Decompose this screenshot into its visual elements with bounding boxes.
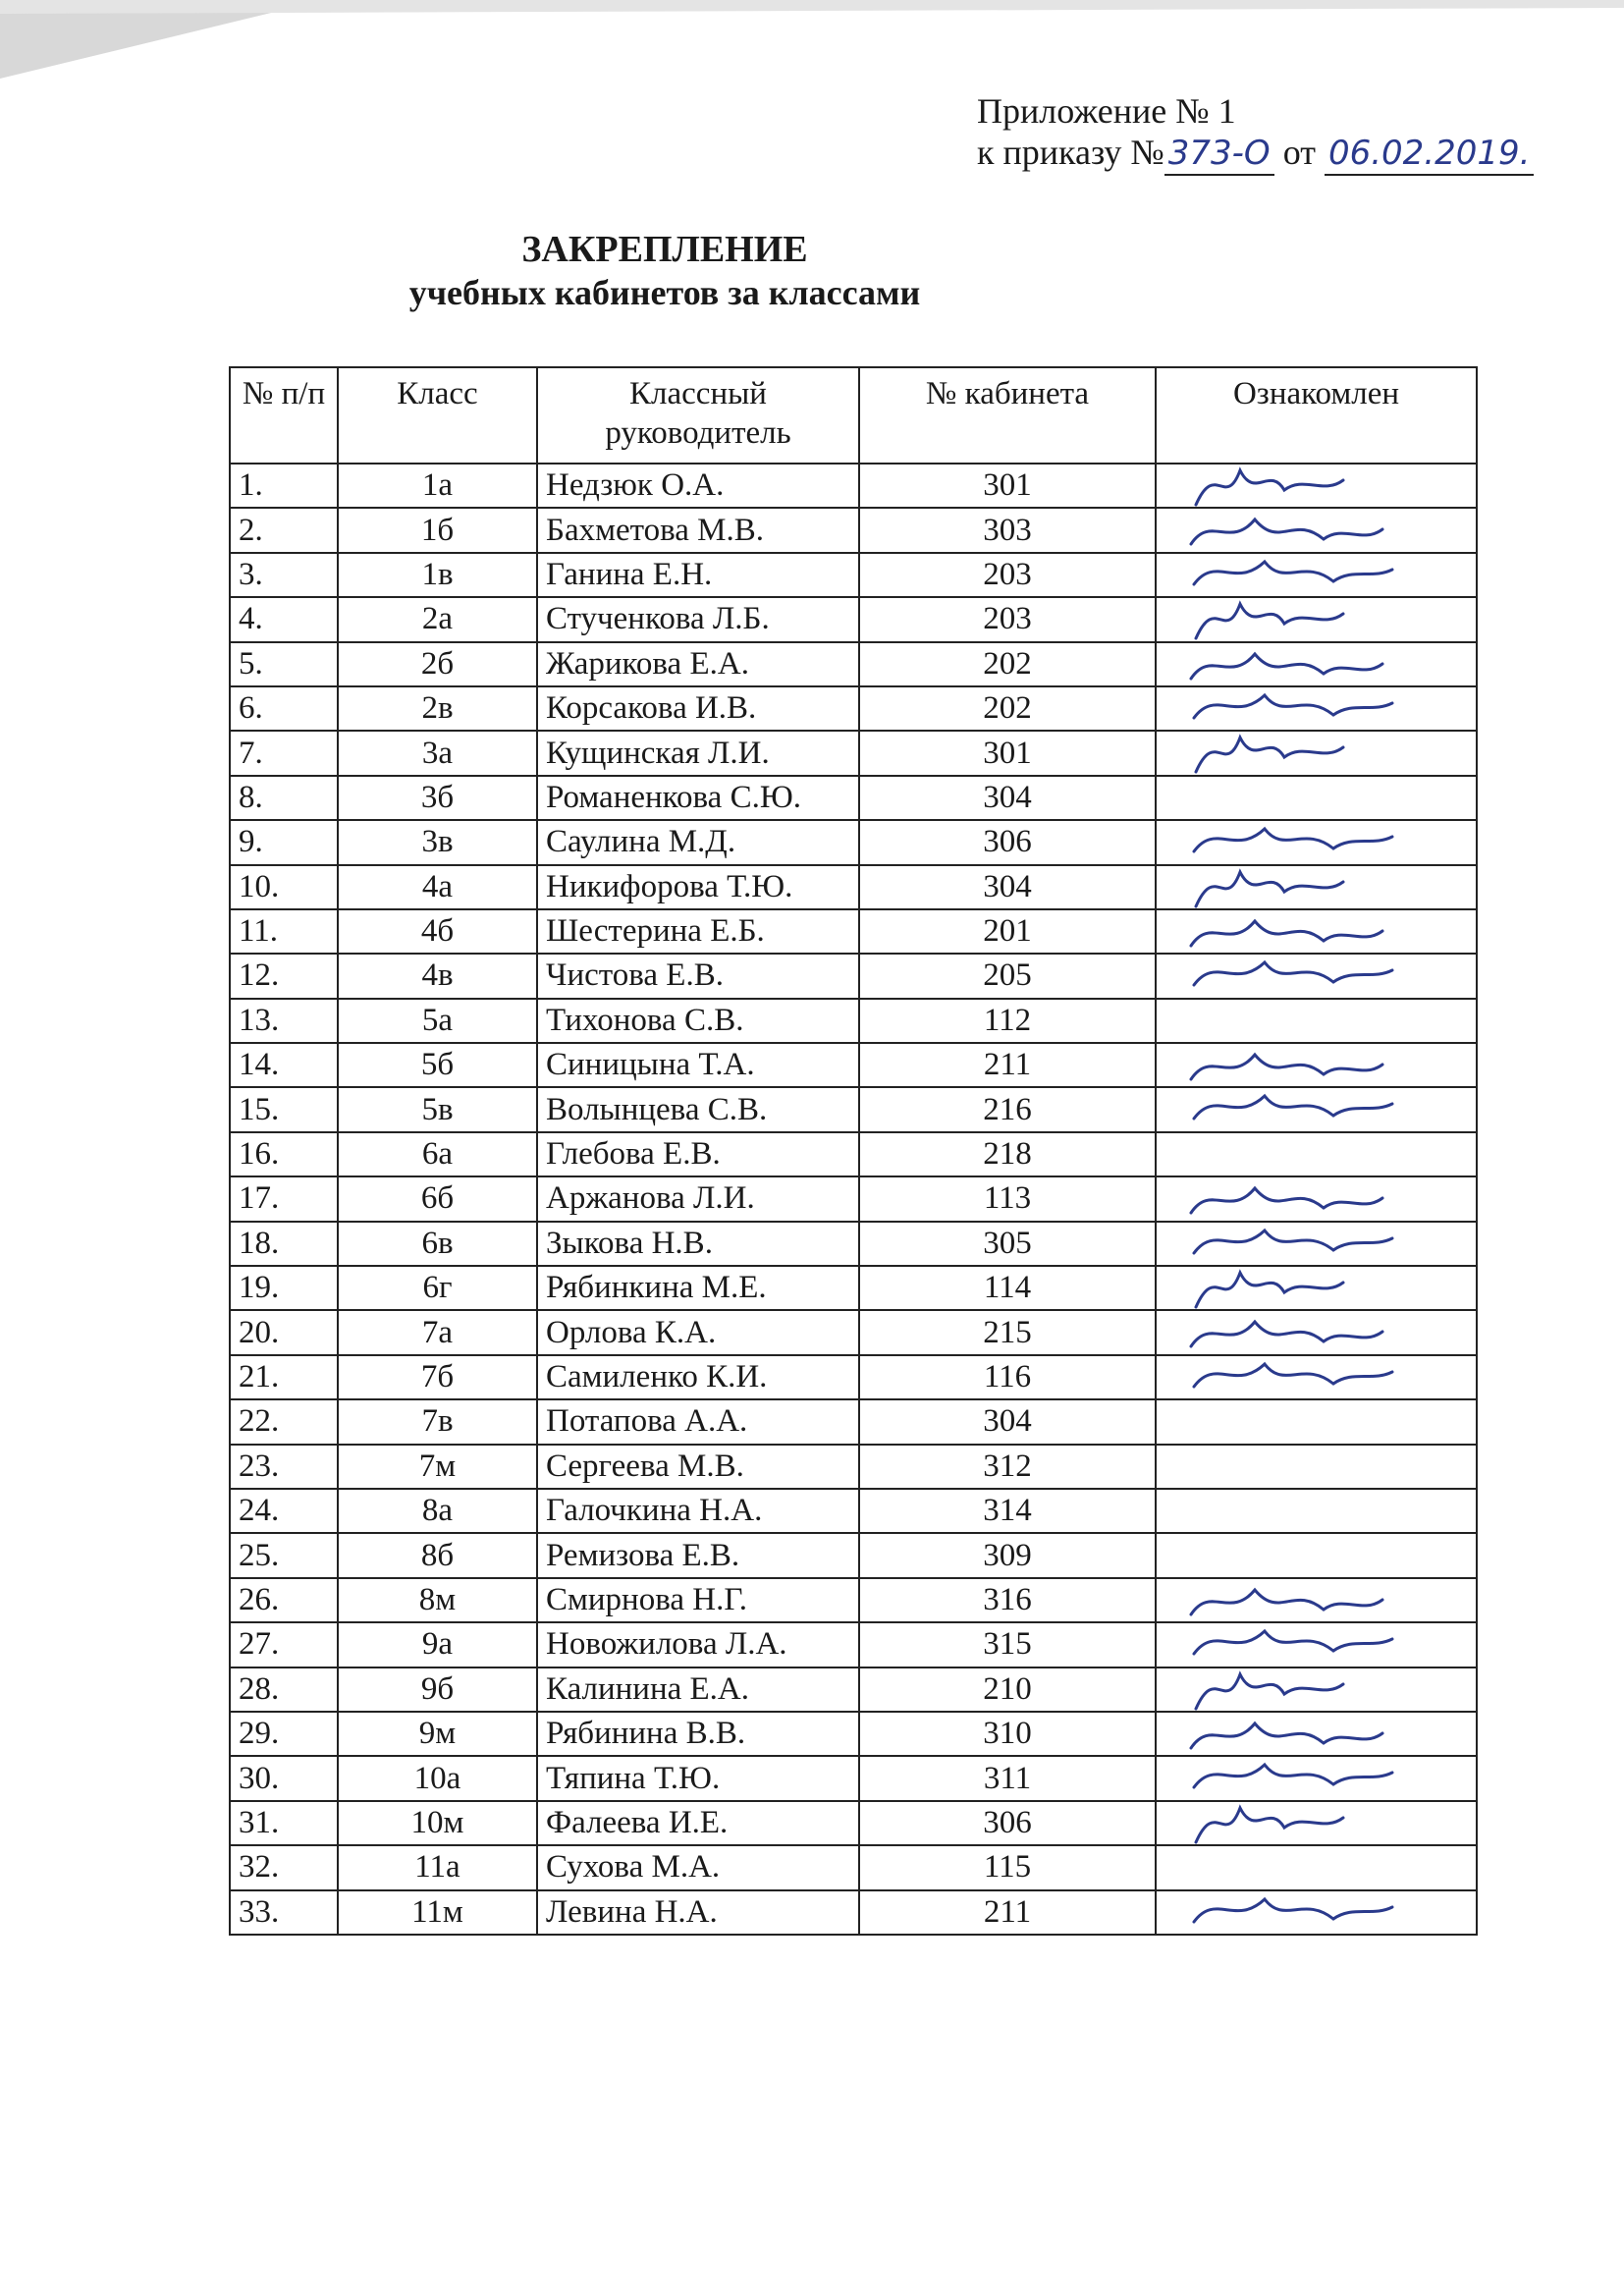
signature-scribble — [1186, 597, 1412, 641]
row-class: 2б — [338, 642, 537, 686]
row-signature-cell — [1156, 1890, 1477, 1935]
row-signature-cell — [1156, 1310, 1477, 1354]
row-room: 218 — [859, 1132, 1156, 1176]
row-signature-cell — [1156, 1222, 1477, 1266]
row-num: 14. — [230, 1043, 338, 1087]
signature-scribble — [1186, 553, 1412, 597]
row-class: 2а — [338, 597, 537, 641]
table-row — [230, 1266, 1477, 1310]
row-num: 17. — [230, 1176, 338, 1221]
appendix-block — [977, 90, 1534, 176]
row-teacher: Шестерина Е.Б. — [537, 909, 859, 954]
table-row — [230, 1087, 1477, 1131]
row-room: 311 — [859, 1756, 1156, 1800]
row-room: 112 — [859, 999, 1156, 1043]
row-teacher: Левина Н.А. — [537, 1890, 859, 1935]
row-teacher: Ремизова Е.В. — [537, 1533, 859, 1577]
table-row — [230, 865, 1477, 909]
row-num: 29. — [230, 1712, 338, 1756]
row-signature-cell — [1156, 1712, 1477, 1756]
row-teacher: Рябинкина М.Е. — [537, 1266, 859, 1310]
row-class: 4в — [338, 954, 537, 998]
table-row — [230, 909, 1477, 954]
row-class: 1а — [338, 464, 537, 508]
row-signature-cell — [1156, 597, 1477, 641]
row-room: 203 — [859, 553, 1156, 597]
row-num: 4. — [230, 597, 338, 641]
row-signature-cell — [1156, 909, 1477, 954]
table-row — [230, 1845, 1477, 1889]
row-signature-cell — [1156, 553, 1477, 597]
row-num: 8. — [230, 776, 338, 820]
row-signature-cell — [1156, 1355, 1477, 1399]
row-teacher: Орлова К.А. — [537, 1310, 859, 1354]
row-room: 113 — [859, 1176, 1156, 1221]
row-num: 22. — [230, 1399, 338, 1444]
table-row — [230, 820, 1477, 864]
row-num: 27. — [230, 1622, 338, 1667]
row-room: 211 — [859, 1890, 1156, 1935]
row-signature-cell — [1156, 1266, 1477, 1310]
appendix-line-2 — [977, 132, 1534, 176]
row-num: 6. — [230, 686, 338, 731]
row-room: 304 — [859, 1399, 1156, 1444]
table-row — [230, 508, 1477, 552]
signature-scribble — [1186, 508, 1412, 552]
table-row — [230, 1667, 1477, 1712]
row-room: 216 — [859, 1087, 1156, 1131]
row-class: 4а — [338, 865, 537, 909]
row-teacher: Саулина М.Д. — [537, 820, 859, 864]
row-teacher: Недзюк О.А. — [537, 464, 859, 508]
signature-scribble — [1186, 464, 1412, 508]
row-class: 5б — [338, 1043, 537, 1087]
row-teacher: Ганина Е.Н. — [537, 553, 859, 597]
row-room: 315 — [859, 1622, 1156, 1667]
row-num: 31. — [230, 1801, 338, 1845]
row-room: 304 — [859, 776, 1156, 820]
row-room: 305 — [859, 1222, 1156, 1266]
table-row — [230, 686, 1477, 731]
row-teacher: Тихонова С.В. — [537, 999, 859, 1043]
table-row — [230, 642, 1477, 686]
document-title — [0, 228, 1477, 314]
row-room: 210 — [859, 1667, 1156, 1712]
row-num: 12. — [230, 954, 338, 998]
row-teacher: Аржанова Л.И. — [537, 1176, 859, 1221]
row-num: 33. — [230, 1890, 338, 1935]
table-row — [230, 1756, 1477, 1800]
row-class: 10а — [338, 1756, 537, 1800]
table-row — [230, 597, 1477, 641]
row-room: 211 — [859, 1043, 1156, 1087]
row-class: 3б — [338, 776, 537, 820]
row-teacher: Рябинина В.В. — [537, 1712, 859, 1756]
row-class: 2в — [338, 686, 537, 731]
header-room: № кабинета — [859, 367, 1156, 464]
signature-scribble — [1186, 1712, 1412, 1756]
row-num: 13. — [230, 999, 338, 1043]
row-room: 316 — [859, 1578, 1156, 1622]
row-num: 28. — [230, 1667, 338, 1712]
row-signature-cell — [1156, 820, 1477, 864]
row-room: 301 — [859, 464, 1156, 508]
row-num: 30. — [230, 1756, 338, 1800]
row-teacher: Кущинская Л.И. — [537, 731, 859, 775]
row-teacher: Калинина Е.А. — [537, 1667, 859, 1712]
row-class: 3в — [338, 820, 537, 864]
header-num: № п/п — [230, 367, 338, 464]
table-header-row — [230, 367, 1477, 464]
row-signature-cell — [1156, 776, 1477, 820]
row-class: 6в — [338, 1222, 537, 1266]
row-room: 301 — [859, 731, 1156, 775]
row-signature-cell — [1156, 1087, 1477, 1131]
row-teacher: Глебова Е.В. — [537, 1132, 859, 1176]
row-signature-cell — [1156, 464, 1477, 508]
row-room: 203 — [859, 597, 1156, 641]
row-signature-cell — [1156, 1043, 1477, 1087]
row-num: 10. — [230, 865, 338, 909]
row-room: 116 — [859, 1355, 1156, 1399]
row-teacher: Галочкина Н.А. — [537, 1489, 859, 1533]
row-teacher: Никифорова Т.Ю. — [537, 865, 859, 909]
title-sub: учебных кабинетов за классами — [408, 273, 921, 312]
table-row — [230, 1712, 1477, 1756]
row-room: 201 — [859, 909, 1156, 954]
row-class: 4б — [338, 909, 537, 954]
signature-scribble — [1186, 1176, 1412, 1221]
table-row — [230, 1310, 1477, 1354]
signature-scribble — [1186, 1622, 1412, 1667]
signature-scribble — [1186, 642, 1412, 686]
row-room: 215 — [859, 1310, 1156, 1354]
signature-scribble — [1186, 865, 1412, 909]
header-teacher: Классный руководитель — [537, 367, 859, 464]
row-teacher: Смирнова Н.Г. — [537, 1578, 859, 1622]
table-row — [230, 1533, 1477, 1577]
signature-scribble — [1186, 1801, 1412, 1845]
row-class: 1в — [338, 553, 537, 597]
row-signature-cell — [1156, 1667, 1477, 1712]
table-row — [230, 1622, 1477, 1667]
table-row — [230, 1801, 1477, 1845]
table-row — [230, 776, 1477, 820]
table-row — [230, 1222, 1477, 1266]
row-room: 205 — [859, 954, 1156, 998]
row-teacher: Жарикова Е.А. — [537, 642, 859, 686]
row-signature-cell — [1156, 1176, 1477, 1221]
row-teacher: Потапова А.А. — [537, 1399, 859, 1444]
row-teacher: Зыкова Н.В. — [537, 1222, 859, 1266]
signature-scribble — [1186, 731, 1412, 775]
row-class: 10м — [338, 1801, 537, 1845]
row-signature-cell — [1156, 1578, 1477, 1622]
row-signature-cell — [1156, 1399, 1477, 1444]
order-prefix: к приказу № — [977, 133, 1164, 172]
row-num: 16. — [230, 1132, 338, 1176]
row-class: 1б — [338, 508, 537, 552]
row-class: 5в — [338, 1087, 537, 1131]
row-num: 25. — [230, 1533, 338, 1577]
signature-scribble — [1186, 909, 1412, 954]
table-row — [230, 1445, 1477, 1489]
row-room: 309 — [859, 1533, 1156, 1577]
row-class: 3а — [338, 731, 537, 775]
row-teacher: Бахметова М.В. — [537, 508, 859, 552]
row-room: 314 — [859, 1489, 1156, 1533]
table-row — [230, 1043, 1477, 1087]
table-row — [230, 553, 1477, 597]
signature-scribble — [1186, 1578, 1412, 1622]
row-signature-cell — [1156, 1801, 1477, 1845]
row-num: 24. — [230, 1489, 338, 1533]
signature-scribble — [1186, 1890, 1412, 1935]
signature-scribble — [1186, 820, 1412, 864]
row-num: 1. — [230, 464, 338, 508]
row-num: 11. — [230, 909, 338, 954]
row-num: 23. — [230, 1445, 338, 1489]
row-room: 202 — [859, 642, 1156, 686]
row-class: 5а — [338, 999, 537, 1043]
table-row — [230, 1176, 1477, 1221]
signature-scribble — [1186, 1667, 1412, 1712]
signature-scribble — [1186, 1043, 1412, 1087]
signature-scribble — [1186, 1087, 1412, 1131]
row-class: 6а — [338, 1132, 537, 1176]
row-num: 15. — [230, 1087, 338, 1131]
table-row — [230, 1890, 1477, 1935]
table-row — [230, 954, 1477, 998]
row-num: 21. — [230, 1355, 338, 1399]
row-signature-cell — [1156, 1132, 1477, 1176]
row-signature-cell — [1156, 1533, 1477, 1577]
row-teacher: Сергеева М.В. — [537, 1445, 859, 1489]
signature-scribble — [1186, 1355, 1412, 1399]
row-num: 18. — [230, 1222, 338, 1266]
row-teacher: Романенкова С.Ю. — [537, 776, 859, 820]
row-teacher: Чистова Е.В. — [537, 954, 859, 998]
row-teacher: Самиленко К.И. — [537, 1355, 859, 1399]
row-class: 11м — [338, 1890, 537, 1935]
order-date-label: от — [1282, 133, 1316, 172]
row-room: 306 — [859, 820, 1156, 864]
assignment-table — [229, 366, 1478, 1936]
row-room: 202 — [859, 686, 1156, 731]
table-row — [230, 999, 1477, 1043]
row-teacher: Стученкова Л.Б. — [537, 597, 859, 641]
row-signature-cell — [1156, 1489, 1477, 1533]
row-class: 6б — [338, 1176, 537, 1221]
row-num: 2. — [230, 508, 338, 552]
order-date: 06.02.2019. — [1325, 133, 1534, 176]
table-row — [230, 1132, 1477, 1176]
row-class: 7б — [338, 1355, 537, 1399]
row-room: 312 — [859, 1445, 1156, 1489]
header-ack: Ознакомлен — [1156, 367, 1477, 464]
appendix-line-1: Приложение № 1 — [977, 91, 1236, 131]
row-class: 7м — [338, 1445, 537, 1489]
row-room: 304 — [859, 865, 1156, 909]
row-signature-cell — [1156, 1445, 1477, 1489]
row-signature-cell — [1156, 686, 1477, 731]
row-num: 7. — [230, 731, 338, 775]
row-class: 7а — [338, 1310, 537, 1354]
order-number: 373-О — [1164, 133, 1274, 176]
row-num: 9. — [230, 820, 338, 864]
row-teacher: Фалеева И.Е. — [537, 1801, 859, 1845]
row-signature-cell — [1156, 1756, 1477, 1800]
row-signature-cell — [1156, 954, 1477, 998]
row-signature-cell — [1156, 865, 1477, 909]
row-class: 8а — [338, 1489, 537, 1533]
row-signature-cell — [1156, 1845, 1477, 1889]
row-class: 8м — [338, 1578, 537, 1622]
row-class: 6г — [338, 1266, 537, 1310]
row-num: 26. — [230, 1578, 338, 1622]
signature-scribble — [1186, 686, 1412, 731]
row-class: 7в — [338, 1399, 537, 1444]
table-body — [230, 464, 1477, 1935]
signature-scribble — [1186, 954, 1412, 998]
signature-scribble — [1186, 1266, 1412, 1310]
signature-scribble — [1186, 1756, 1412, 1800]
row-signature-cell — [1156, 999, 1477, 1043]
row-signature-cell — [1156, 731, 1477, 775]
row-room: 115 — [859, 1845, 1156, 1889]
row-num: 5. — [230, 642, 338, 686]
row-room: 310 — [859, 1712, 1156, 1756]
signature-scribble — [1186, 1310, 1412, 1354]
header-class: Класс — [338, 367, 537, 464]
table-row — [230, 1399, 1477, 1444]
table-row — [230, 464, 1477, 508]
row-room: 306 — [859, 1801, 1156, 1845]
row-signature-cell — [1156, 1622, 1477, 1667]
row-teacher: Синицына Т.А. — [537, 1043, 859, 1087]
row-teacher: Волынцева С.В. — [537, 1087, 859, 1131]
table-row — [230, 1578, 1477, 1622]
row-class: 8б — [338, 1533, 537, 1577]
row-room: 114 — [859, 1266, 1156, 1310]
row-class: 11а — [338, 1845, 537, 1889]
row-teacher: Сухова М.А. — [537, 1845, 859, 1889]
signature-scribble — [1186, 1222, 1412, 1266]
row-num: 19. — [230, 1266, 338, 1310]
row-signature-cell — [1156, 642, 1477, 686]
row-class: 9б — [338, 1667, 537, 1712]
row-teacher: Тяпина Т.Ю. — [537, 1756, 859, 1800]
row-class: 9а — [338, 1622, 537, 1667]
row-num: 20. — [230, 1310, 338, 1354]
row-teacher: Корсакова И.В. — [537, 686, 859, 731]
title-main: ЗАКРЕПЛЕНИЕ — [521, 229, 808, 270]
row-class: 9м — [338, 1712, 537, 1756]
row-num: 3. — [230, 553, 338, 597]
row-num: 32. — [230, 1845, 338, 1889]
row-teacher: Новожилова Л.А. — [537, 1622, 859, 1667]
table-row — [230, 1355, 1477, 1399]
table-row — [230, 731, 1477, 775]
row-signature-cell — [1156, 508, 1477, 552]
row-room: 303 — [859, 508, 1156, 552]
table-row — [230, 1489, 1477, 1533]
